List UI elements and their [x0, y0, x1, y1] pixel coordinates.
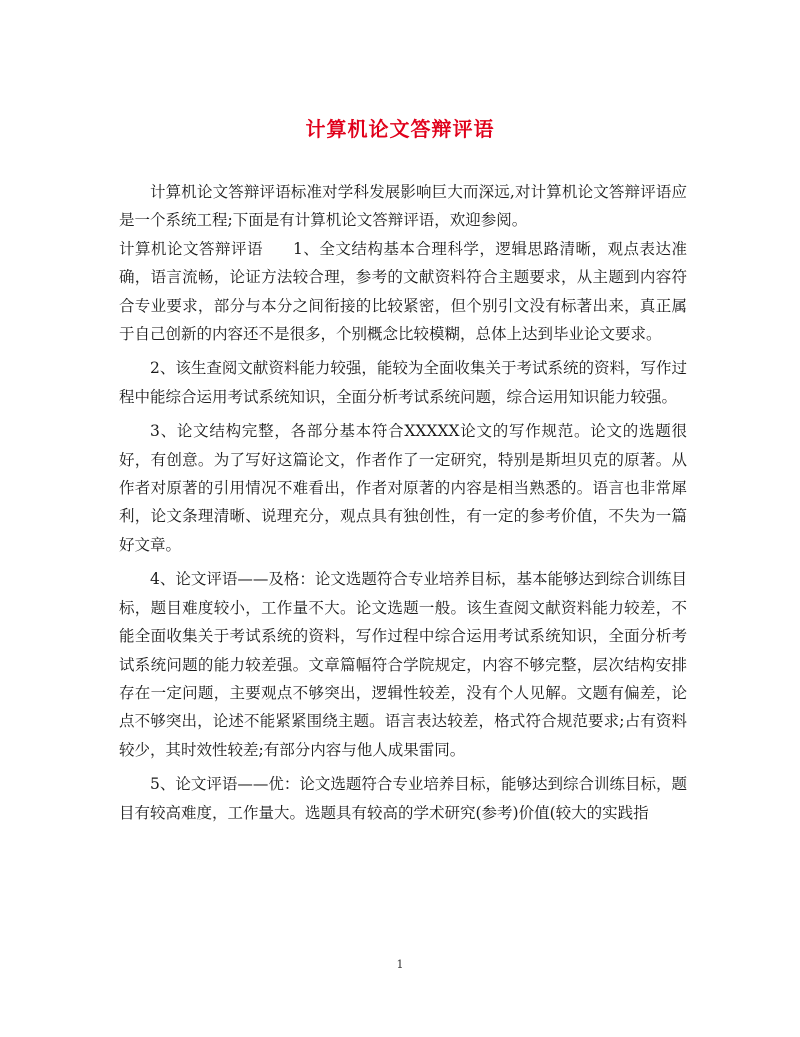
page-number: 1: [396, 958, 404, 971]
section-label: 计算机论文答辩评语: [119, 239, 264, 258]
document-title: 计算机论文答辩评语: [305, 117, 495, 141]
paragraph-5: 5、论文评语——优：论文选题符合专业培养目标，能够达到综合训练目标，题目有较高难度，工作量大。选题具有较高的学术研究(参考)价值(较大的实践指: [119, 775, 687, 822]
paragraph-2: 2、该生查阅文献资料能力较强，能较为全面收集关于考试系统的资料，写作过程中能综合运用考试系统知识，全面分析考试系统问题，综合运用知识能力较强。: [119, 359, 687, 406]
paragraph-1-text: 1、全文结构基本合理科学，逻辑思路清晰，观点表达准确，语言流畅，论证方法较合理，参考的文献资料符合主题要求，从主题到内容符合专业要求，部分与本分之间衔接的比较紧密，但个别引文没有标著出来，真正属于自己创新的内容还不是很多，个别概念比较模糊，总体上达到毕业论文要求。: [119, 239, 687, 344]
document-body: [119, 178, 687, 833]
paragraph-4: 4、论文评语——及格：论文选题符合专业培养目标，基本能够达到综合训练目标，题目难度较小，工作量不大。论文选题一般。该生查阅文献资料能力较差，不能全面收集关于考试系统的资料，写作过程中综合运用考试系统知识，全面分析考试系统问题的能力较差强。文章篇幅符合学院规定，内容不够完整，层次结构安排存在一定问题，主要观点不够突出，逻辑性较差，没有个人见解。文题有偏差，论点不够突出，论述不能紧紧围绕主题。语言表达较差，格式符合规范要求;占有资料较少，其时效性较差;有部分内容与他人成果雷同。: [119, 570, 687, 759]
paragraph-1: [119, 235, 687, 349]
paragraph-3: 3、论文结构完整，各部分基本符合XXXXX论文的写作规范。论文的选题很好，有创意。为了写好这篇论文，作者作了一定研究，特别是斯坦贝克的原著。从作者对原著的引用情况不难看出，作者对原著的内容是相当熟悉的。语言也非常犀利，论文条理清晰、说理充分，观点具有独创性，有一定的参考价值，不失为一篇好文章。: [119, 422, 687, 554]
intro-paragraph: 计算机论文答辩评语标准对学科发展影响巨大而深远,对计算机论文答辩评语应是一个系统工程;下面是有计算机论文答辩评语，欢迎参阅。: [119, 183, 687, 230]
